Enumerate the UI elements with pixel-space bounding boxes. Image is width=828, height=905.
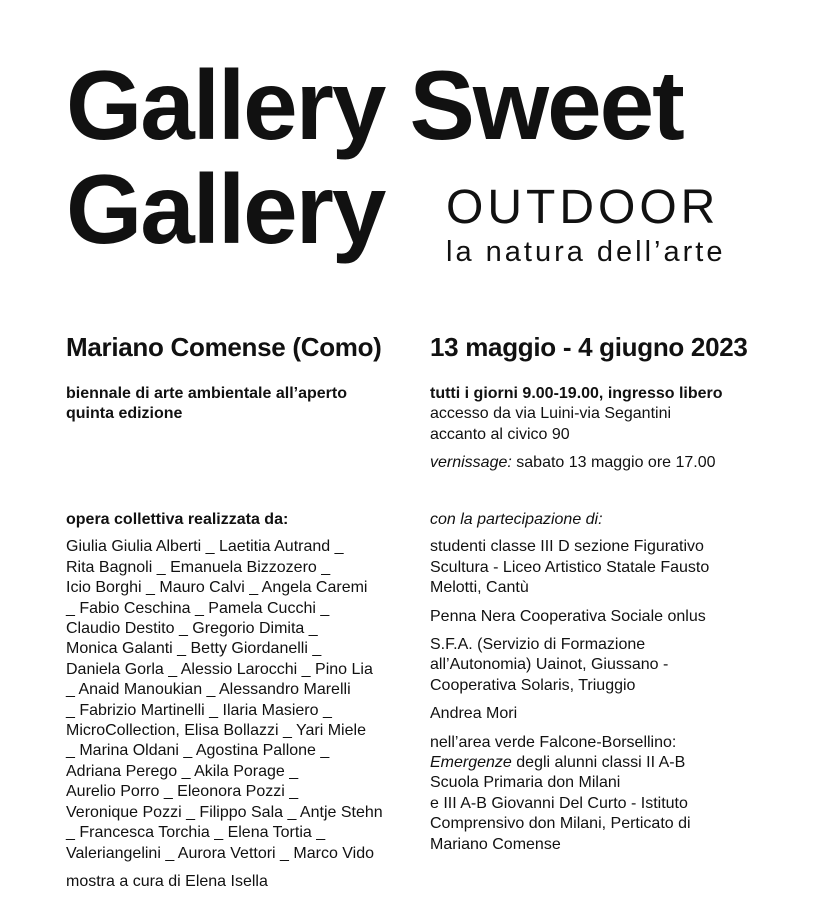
title-line-1: Gallery Sweet (66, 50, 683, 160)
participant-2: Penna Nera Cooperativa Sociale onlus (430, 607, 706, 625)
artists-list (66, 537, 426, 864)
participant-line: nell’area verde Falcone-Borsellino: (430, 733, 677, 751)
emergenze-label: Emergenze (430, 754, 512, 772)
vernissage (430, 453, 810, 473)
participant-line: Scultura - Liceo Artistico Statale Fausto (430, 558, 710, 576)
artist-line: Claudio Destito _ Gregorio Dimita _ (66, 620, 318, 638)
participant-line: Comprensivo don Milani, Perticato di (430, 815, 691, 833)
tagline: la natura dell’arte (446, 236, 726, 268)
intro-block (66, 384, 416, 425)
artist-line: Aurelio Porro _ Eleonora Pozzi _ (66, 783, 299, 801)
artist-line: _ Fabrizio Martinelli _ Ilaria Masiero _ (66, 701, 332, 719)
info-block (430, 384, 810, 474)
artist-line: Veronique Pozzi _ Filippo Sala _ Antje Stehn (66, 803, 383, 821)
participant-5 (430, 733, 810, 855)
artists-block (66, 510, 426, 892)
participant-line: studenti classe III D sezione Figurativo (430, 538, 704, 556)
vernissage-text: sabato 13 maggio ore 17.00 (511, 454, 716, 472)
participant-line: Cooperativa Solaris, Triuggio (430, 676, 636, 694)
artist-line: Valeriangelini _ Aurora Vettori _ Marco Vido (66, 844, 375, 862)
participation-heading: con la partecipazione di: (430, 511, 603, 528)
participant-line: e III A-B Giovanni Del Curto - Istituto (430, 794, 688, 812)
artist-line: Monica Galanti _ Betty Giordanelli _ (66, 640, 322, 658)
vernissage-label: vernissage: (430, 454, 512, 472)
participant-1 (430, 537, 810, 598)
intro-line: biennale di arte ambientale all’aperto (66, 385, 347, 402)
participant-line: Melotti, Cantù (430, 579, 529, 597)
hours: tutti i giorni 9.00-19.00, ingresso libero (430, 385, 723, 402)
artist-line: Icio Borghi _ Mauro Calvi _ Angela Caremi (66, 579, 368, 597)
participant-line: Mariano Comense (430, 835, 561, 853)
title-line-2: Gallery (66, 154, 385, 264)
artist-line: _ Anaid Manoukian _ Alessandro Marelli (66, 681, 351, 699)
collective-heading: opera collettiva realizzata da: (66, 511, 289, 528)
artist-line: _ Francesca Torchia _ Elena Tortia _ (66, 824, 326, 842)
participant-line (430, 753, 810, 773)
curator: mostra a cura di Elena Isella (66, 872, 268, 890)
intro-line: quinta edizione (66, 405, 183, 423)
artist-line: _ Marina Oldani _ Agostina Pallone _ (66, 742, 330, 760)
access-line: accanto al civico 90 (430, 425, 570, 443)
artist-line: Daniela Gorla _ Alessio Larocchi _ Pino Lia (66, 660, 373, 678)
location: Mariano Comense (Como) (66, 332, 382, 362)
artist-line: Giulia Giulia Alberti _ Laetitia Autrand _ (66, 538, 344, 556)
dates: 13 maggio - 4 giugno 2023 (430, 332, 748, 362)
participant-4: Andrea Mori (430, 705, 518, 723)
access-line: accesso da via Luini-via Segantini (430, 405, 672, 423)
outdoor-label: OUTDOOR (446, 181, 720, 234)
participants-block (430, 510, 810, 855)
participant-line: S.F.A. (Servizio di Formazione (430, 636, 646, 654)
participant-text: degli alunni classi II A-B (511, 754, 686, 772)
participant-line: Scuola Primaria don Milani (430, 774, 621, 792)
artist-line: Rita Bagnoli _ Emanuela Bizzozero _ (66, 558, 331, 576)
artist-line: _ Fabio Ceschina _ Pamela Cucchi _ (66, 599, 330, 617)
participant-3 (430, 635, 810, 696)
artist-line: MicroCollection, Elisa Bollazzi _ Yari Miele (66, 722, 366, 740)
artist-line: Adriana Perego _ Akila Porage _ (66, 762, 299, 780)
participant-line: all’Autonomia) Uainot, Giussano - (430, 656, 669, 674)
